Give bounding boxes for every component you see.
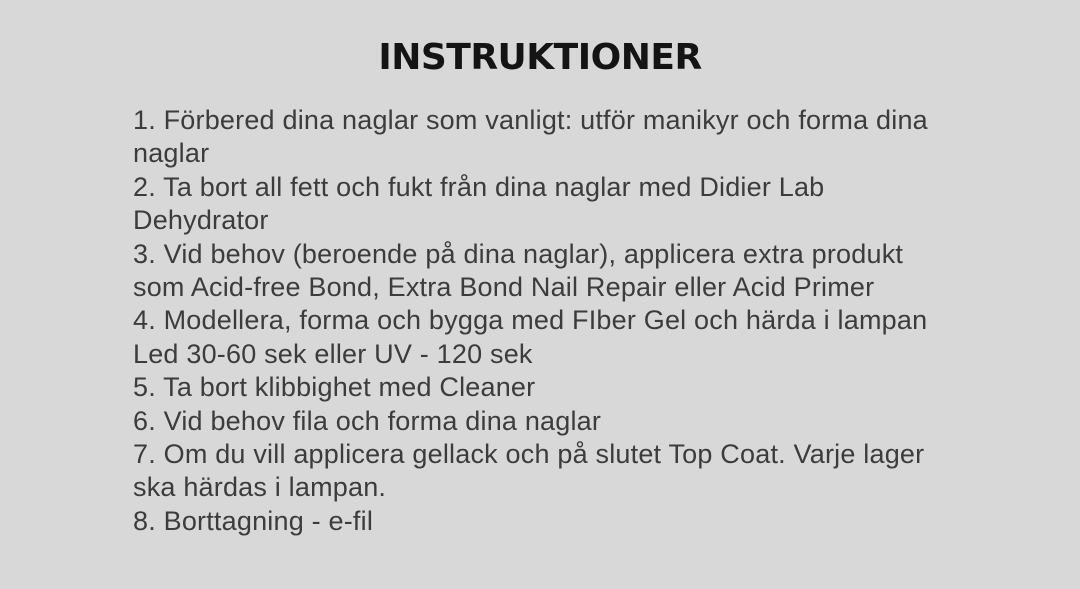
- instruction-line: 3. Vid behov (beroende på dina naglar), applicera extra produkt: [133, 238, 904, 269]
- instruction-line: Led 30-60 sek eller UV - 120 sek: [133, 338, 533, 369]
- instruction-line: 1. Förbered dina naglar som vanligt: utför manikyr och forma dina: [133, 105, 928, 135]
- instruction-item-1: [133, 104, 950, 171]
- instruction-line: 5. Ta bort klibbighet med Cleaner: [133, 372, 536, 403]
- instruction-line: 6. Vid behov fila och forma dina naglar: [133, 405, 602, 436]
- instruction-item-6: [133, 405, 950, 438]
- instruction-item-8: [133, 505, 950, 538]
- instructions-list: [133, 104, 950, 538]
- instruction-line: Dehydrator: [133, 205, 269, 236]
- instruction-item-2: [133, 171, 950, 238]
- instruction-line: ska härdas i lampan.: [133, 472, 387, 503]
- instruction-line: 7. Om du vill applicera gellack och på slutet Top Coat. Varje lager: [133, 439, 925, 470]
- instruction-item-4: [133, 304, 950, 371]
- page-title: INSTRUKTIONER: [378, 37, 702, 78]
- instruction-item-3: [133, 238, 950, 305]
- instruction-line: naglar: [133, 138, 210, 169]
- instruction-line: som Acid-free Bond, Extra Bond Nail Repair eller Acid Primer: [133, 272, 875, 303]
- instruction-item-7: [133, 438, 950, 505]
- instruction-line: 8. Borttagning - e-fil: [133, 505, 374, 536]
- instruction-line: 2. Ta bort all fett och fukt från dina naglar med Didier Lab: [133, 171, 825, 202]
- instruction-item-5: [133, 371, 950, 404]
- instruction-line: 4. Modellera, forma och bygga med FIber Gel och härda i lampan: [133, 305, 928, 336]
